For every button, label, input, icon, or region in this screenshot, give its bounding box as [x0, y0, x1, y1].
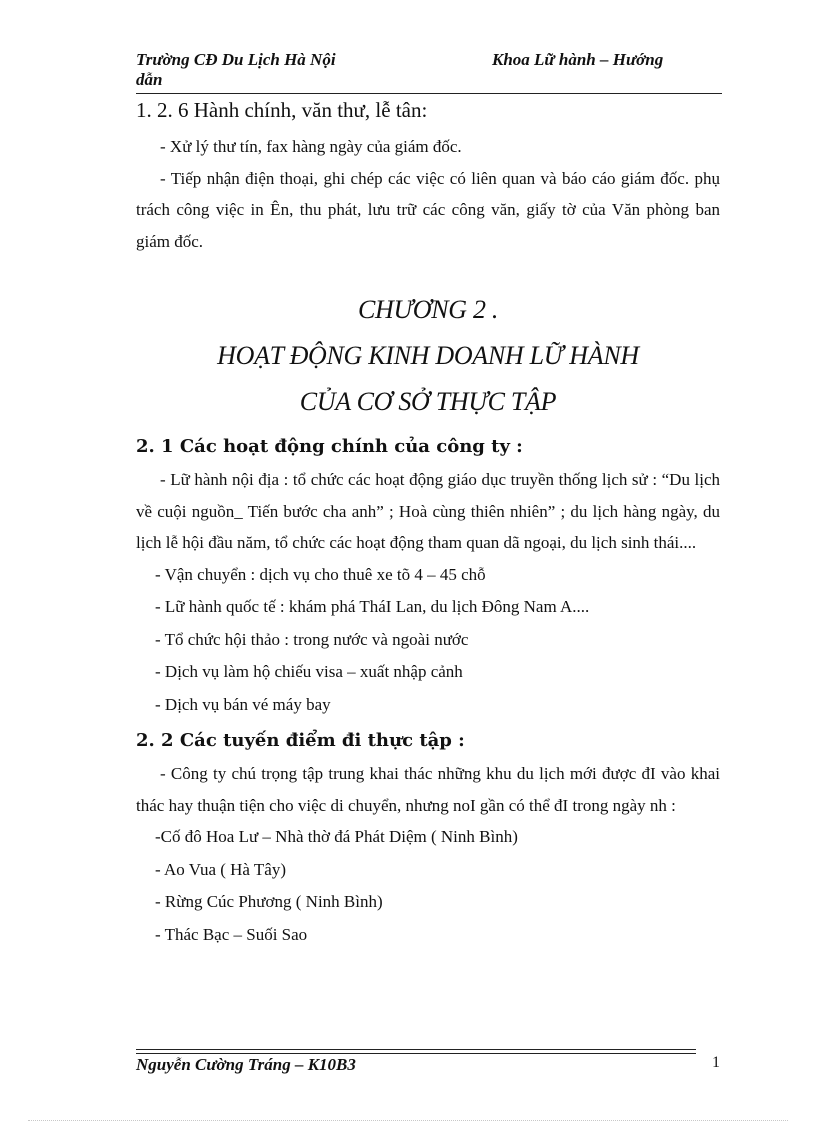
section-21-item-3: - Tổ chức hội thảo : trong nước và ngoài nước [155, 629, 469, 649]
chapter-title-line-2: CỦA CƠ SỞ THỰC TẬP [299, 387, 557, 416]
section-21-intro: - Lữ hành nội địa : tổ chức các hoạt động giáo dục truyền thống lịch sử : “Du lịch về cuội nguồn_ Tiến bước cha anh” ; Hoà cùng thiên nhiên” ; du lịch hàng ngày, du lịch lễ hội đầu năm, tổ chức các hoạt động tham quan dã ngoại, du lịch sinh thái.... [136, 470, 720, 552]
document-body [136, 95, 720, 951]
page-bottom-edge [28, 1120, 788, 1121]
header-divider [136, 93, 722, 94]
section-22-item-3: - Rừng Cúc Phương ( Ninh Bình) [155, 892, 383, 911]
chapter-number: CHƯƠNG 2 . [357, 295, 499, 324]
page-number: 1 [712, 1054, 720, 1071]
section-21-title: 2. 1 Các hoạt động chính của công ty : [136, 436, 523, 457]
page-header [136, 48, 722, 94]
header-faculty: Khoa Lữ hành – Hướng [492, 50, 664, 69]
section-21-item-5: - Dịch vụ bán vé máy bay [155, 694, 331, 714]
section-126-title: 1. 2. 6 Hành chính, văn thư, lễ tân: [136, 98, 428, 122]
section-21-item-1: - Vận chuyển : dịch vụ cho thuê xe tõ 4 – 45 chỗ [155, 564, 486, 584]
section-22-intro: - Công ty chú trọng tập trung khai thác những khu du lịch mới được đI vào khai thác hay thuận tiện cho việc di chuyển, nhưng noI gần có thể đI trong ngày nh : [136, 764, 720, 815]
section-22-item-4: - Thác Bạc – Suối Sao [155, 924, 308, 944]
section-22-item-1: -Cố đô Hoa Lư – Nhà thờ đá Phát Diệm ( Ninh Bình) [155, 827, 518, 846]
section-21-item-2: - Lữ hành quốc tế : khám phá TháI Lan, du lịch Đông Nam A.... [155, 597, 590, 616]
header-school-text: Trường CĐ Du Lịch Hà Nội [136, 50, 336, 69]
section-21-item-4: - Dịch vụ làm hộ chiếu visa – xuất nhập cảnh [155, 662, 463, 681]
footer-divider-top [136, 1049, 696, 1050]
section-126-item-2: - Tiếp nhận điện thoại, ghi chép các việc có liên quan và báo cáo giám đốc. phụ trách công việc in Ên, thu phát, lưu trữ các công văn, giấy tờ của Văn phòng ban giám đốc. [136, 168, 720, 251]
section-126-item-1: - Xử lý thư tín, fax hàng ngày của giám đốc. [160, 137, 462, 156]
section-22-title: 2. 2 Các tuyến điểm đi thực tập : [136, 730, 465, 751]
header-school [136, 50, 386, 90]
chapter-title-line-1: HOẠT ĐỘNG KINH DOANH LỮ HÀNH [217, 341, 639, 370]
chapter-heading [136, 287, 720, 425]
section-22-item-2: - Ao Vua ( Hà Tây) [155, 859, 287, 879]
footer-author: Nguyễn Cường Tráng – K10B3 [136, 1055, 356, 1074]
footer-divider-bottom [136, 1053, 696, 1054]
header-faculty-continuation: dẫn [136, 70, 163, 89]
